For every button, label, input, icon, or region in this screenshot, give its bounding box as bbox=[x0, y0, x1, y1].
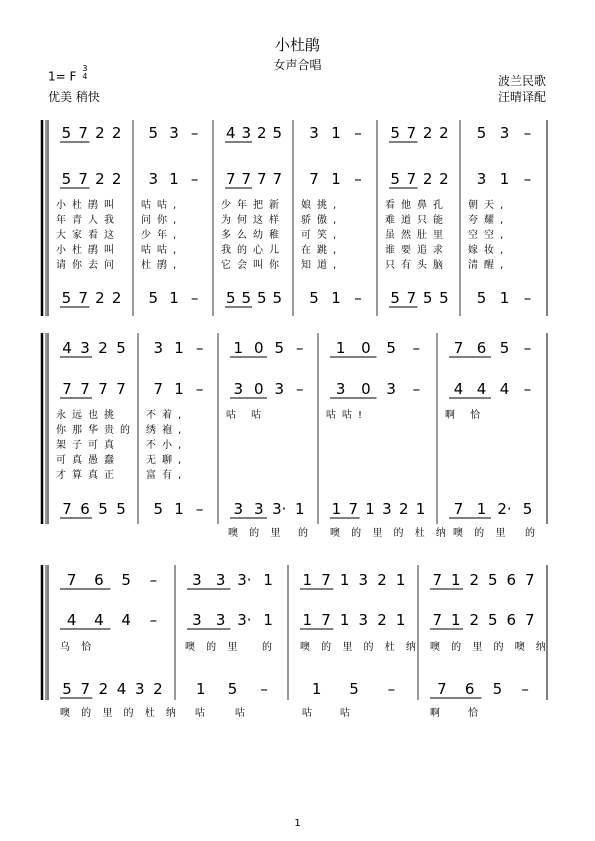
subtitle: 女声合唱 bbox=[273, 58, 322, 72]
note: – bbox=[523, 170, 532, 188]
note: 7 bbox=[98, 380, 108, 398]
note: 3 bbox=[153, 339, 164, 357]
note: 7 bbox=[225, 170, 236, 188]
note: 1 bbox=[294, 500, 305, 518]
note: 7 bbox=[432, 571, 443, 589]
page-title: 小杜鹃 bbox=[274, 36, 320, 54]
note: 3· bbox=[237, 571, 252, 589]
note: 5 bbox=[386, 339, 396, 357]
bottom-lyric: 咕 bbox=[340, 708, 354, 719]
note: 1 bbox=[331, 500, 342, 518]
note: 3 bbox=[241, 124, 252, 142]
verse-lyric: 我的心儿 bbox=[221, 245, 285, 256]
verse-lyric: 清醒, bbox=[468, 260, 510, 271]
verse-lyric: 在跳, bbox=[301, 245, 343, 256]
note: – bbox=[296, 380, 304, 398]
note: 4 bbox=[66, 611, 77, 629]
note: 1 bbox=[169, 170, 179, 188]
note: – bbox=[412, 380, 421, 398]
note: 5 bbox=[390, 124, 400, 142]
note: 5 bbox=[241, 289, 252, 307]
note: 7 bbox=[78, 124, 88, 142]
note: 6 bbox=[80, 500, 90, 518]
note: 5 bbox=[476, 289, 487, 307]
note: 2 bbox=[422, 170, 433, 188]
verse-lyric: 夸耀, bbox=[468, 215, 510, 226]
note: 3 bbox=[499, 124, 510, 142]
note: 5 bbox=[274, 339, 285, 357]
note: 1 bbox=[196, 680, 206, 698]
note: 3· bbox=[237, 611, 252, 629]
verse-lyric: 多么幼稚 bbox=[221, 230, 285, 241]
note: – bbox=[260, 680, 268, 698]
note: 2 bbox=[422, 124, 433, 142]
note: 5 bbox=[98, 500, 108, 518]
bottom-lyric: 噢 的 里 bbox=[453, 528, 510, 539]
verse-lyric: 骄傲, bbox=[301, 215, 343, 226]
verse-lyric: 嫁妆, bbox=[468, 245, 510, 256]
note: 3 bbox=[80, 339, 90, 357]
note: 3 bbox=[192, 611, 202, 629]
verse-lyric: 空空, bbox=[468, 230, 510, 241]
key-label: 1= F bbox=[48, 69, 77, 84]
note: 7 bbox=[406, 170, 417, 188]
note: 5 bbox=[153, 500, 164, 518]
note: 1 bbox=[499, 289, 510, 307]
note: 1 bbox=[331, 289, 341, 307]
note: 4 bbox=[476, 380, 487, 398]
verse-lyric: 你那华贵的 bbox=[56, 425, 136, 436]
note: 3 bbox=[358, 611, 369, 629]
bottom-lyric: 恰 bbox=[468, 708, 482, 719]
note: 5 bbox=[272, 124, 283, 142]
note: 5 bbox=[476, 124, 487, 142]
verse-lyric: 咕 咕 bbox=[226, 410, 268, 421]
note: 2 bbox=[95, 124, 105, 142]
note: 6 bbox=[464, 680, 475, 698]
note: 2 bbox=[439, 170, 449, 188]
verse-lyric: 富有, bbox=[146, 470, 188, 481]
note: 3 bbox=[476, 170, 487, 188]
note: 1 bbox=[174, 339, 184, 357]
bottom-lyric: 啊 bbox=[430, 708, 444, 719]
time-sig-top: 3 bbox=[82, 64, 88, 73]
note: 7 bbox=[524, 571, 535, 589]
note: 4 bbox=[453, 380, 464, 398]
verse-lyric: 它会叫你 bbox=[221, 260, 285, 271]
verse-lyric: 大家看这 bbox=[56, 230, 120, 241]
note: 5 bbox=[61, 289, 72, 307]
upper-lyric: 的 bbox=[262, 642, 276, 653]
note: 1 bbox=[335, 339, 346, 357]
note: 5 bbox=[225, 289, 236, 307]
note: 7 bbox=[241, 170, 252, 188]
bottom-lyric: 的 bbox=[298, 528, 312, 539]
note: – bbox=[354, 170, 362, 188]
note: 6 bbox=[94, 571, 104, 589]
note: 0 bbox=[361, 339, 371, 357]
note: 7 bbox=[309, 170, 319, 188]
note: 4 bbox=[225, 124, 236, 142]
verse-lyric: 架子可真 bbox=[56, 440, 120, 451]
note: 7 bbox=[321, 571, 331, 589]
note: 3 bbox=[309, 124, 319, 142]
note: 5 bbox=[487, 611, 498, 629]
note: 5 bbox=[390, 289, 400, 307]
note: 2 bbox=[111, 124, 122, 142]
note: 7 bbox=[453, 339, 464, 357]
note: – bbox=[523, 289, 532, 307]
verse-lyric: 杜鹃, bbox=[141, 260, 183, 271]
note: 4 bbox=[499, 380, 510, 398]
note: 2 bbox=[111, 170, 122, 188]
note: 2 bbox=[111, 289, 122, 307]
verse-lyric: 少年把新 bbox=[221, 200, 285, 211]
note: 1 bbox=[263, 571, 273, 589]
note: 0 bbox=[253, 339, 264, 357]
note: 2 bbox=[95, 170, 105, 188]
note: 4 bbox=[121, 611, 131, 629]
note: 1 bbox=[263, 611, 273, 629]
note: 2 bbox=[98, 339, 108, 357]
note: 3 bbox=[148, 170, 159, 188]
note: 2 bbox=[377, 611, 387, 629]
note: 5 bbox=[116, 339, 126, 357]
note: 1 bbox=[339, 571, 350, 589]
note: 7 bbox=[524, 611, 535, 629]
time-sig-bottom: 4 bbox=[82, 72, 88, 81]
tempo-marking: 优美 稍快 bbox=[48, 90, 100, 104]
note: 7 bbox=[453, 500, 464, 518]
verse-lyric: 为何这样 bbox=[221, 215, 285, 226]
bottom-lyric: 的 bbox=[525, 528, 539, 539]
note: 0 bbox=[361, 380, 371, 398]
note: 1 bbox=[395, 571, 406, 589]
note: 2 bbox=[98, 680, 109, 698]
bottom-lyric: 咕 bbox=[302, 708, 316, 719]
verse-lyric: 绣袍, bbox=[146, 425, 188, 436]
bottom-lyric: 咕 bbox=[235, 708, 249, 719]
verse-lyric: 咕咕, bbox=[141, 245, 183, 256]
note: 7 bbox=[348, 500, 359, 518]
note: 7 bbox=[153, 380, 164, 398]
note: 2 bbox=[398, 500, 409, 518]
note: – bbox=[523, 380, 532, 398]
note: 0 bbox=[253, 380, 264, 398]
bottom-lyric: 噢 的 里 bbox=[228, 528, 285, 539]
verse-lyric: 小杜鹃叫 bbox=[56, 200, 120, 211]
bottom-lyric: 噢 的 里 的 杜 纳 bbox=[330, 528, 450, 539]
verse-lyric: 少年, bbox=[141, 230, 183, 241]
note: 3 bbox=[335, 380, 346, 398]
verse-lyric: 请你去问 bbox=[56, 260, 120, 271]
verse-lyric: 咕咕, bbox=[141, 200, 183, 211]
note: – bbox=[521, 680, 529, 698]
note: – bbox=[354, 289, 362, 307]
note: 7 bbox=[437, 680, 447, 698]
note: 3 bbox=[233, 380, 244, 398]
note: 5 bbox=[492, 680, 503, 698]
verse-lyric: 虽然肚里 bbox=[385, 230, 449, 241]
note: 7 bbox=[116, 380, 126, 398]
note: 2 bbox=[469, 571, 480, 589]
verse-lyric: 无聊, bbox=[146, 455, 188, 466]
note: 3 bbox=[382, 500, 392, 518]
note: – bbox=[387, 680, 396, 698]
verse-lyric: 问你, bbox=[141, 215, 183, 226]
note: 1 bbox=[174, 380, 184, 398]
note: 5 bbox=[227, 680, 238, 698]
note: 3 bbox=[253, 500, 264, 518]
verse-lyric: 只有头脑 bbox=[385, 260, 449, 271]
note: 5 bbox=[390, 170, 400, 188]
note: 2 bbox=[439, 124, 449, 142]
note: 5 bbox=[439, 289, 449, 307]
note: – bbox=[523, 124, 532, 142]
note: 7 bbox=[406, 289, 417, 307]
note: 1 bbox=[174, 500, 184, 518]
note: 7 bbox=[62, 380, 72, 398]
note: 3 bbox=[134, 680, 145, 698]
note: 5 bbox=[121, 571, 131, 589]
verse-lyric: 朝天, bbox=[468, 200, 510, 211]
note: 5 bbox=[487, 571, 498, 589]
bottom-lyric: 咕 bbox=[195, 708, 209, 719]
note: – bbox=[195, 500, 204, 518]
verse-lyric: 永远也挑 bbox=[56, 410, 120, 421]
note: 7 bbox=[406, 124, 417, 142]
note: – bbox=[412, 339, 421, 357]
note: 3 bbox=[274, 380, 285, 398]
note: – bbox=[149, 611, 158, 629]
note: 5 bbox=[522, 500, 533, 518]
note: 7 bbox=[78, 170, 88, 188]
note: – bbox=[195, 380, 204, 398]
note: 2 bbox=[95, 289, 105, 307]
note: – bbox=[190, 124, 199, 142]
note: 6 bbox=[476, 339, 487, 357]
note: 5 bbox=[256, 289, 267, 307]
verse-lyric: 咕咕! bbox=[326, 410, 369, 421]
note: 1 bbox=[331, 170, 341, 188]
note: 3 bbox=[192, 571, 202, 589]
note: – bbox=[296, 339, 304, 357]
verse-lyric: 才算真正 bbox=[56, 470, 120, 481]
note: 3 bbox=[215, 571, 226, 589]
verse-lyric: 可笑, bbox=[301, 230, 343, 241]
note: 1 bbox=[415, 500, 426, 518]
note: 7 bbox=[78, 289, 88, 307]
arranger-credit: 汪晴译配 bbox=[498, 90, 547, 104]
note: – bbox=[354, 124, 362, 142]
verse-lyric: 看他鼻孔 bbox=[385, 200, 449, 211]
verse-lyric: 不着, bbox=[146, 410, 188, 421]
note: 6 bbox=[506, 571, 517, 589]
note: 2· bbox=[497, 500, 512, 518]
note: 5 bbox=[148, 124, 159, 142]
verse-lyric: 谁要追求 bbox=[385, 245, 449, 256]
note: 3 bbox=[386, 380, 396, 398]
note: 1 bbox=[365, 500, 375, 518]
note: 7 bbox=[272, 170, 283, 188]
note: 3 bbox=[169, 124, 179, 142]
note: – bbox=[149, 571, 158, 589]
verse-lyric: 年青人我 bbox=[56, 215, 120, 226]
note: 2 bbox=[153, 680, 163, 698]
note: 7 bbox=[62, 500, 72, 518]
note: 1 bbox=[311, 680, 322, 698]
note: 7 bbox=[432, 611, 443, 629]
note: 5 bbox=[499, 339, 510, 357]
note: 1 bbox=[302, 571, 313, 589]
note: 3 bbox=[215, 611, 226, 629]
note: 5 bbox=[272, 289, 283, 307]
note: 5 bbox=[61, 170, 72, 188]
note: 2 bbox=[469, 611, 480, 629]
verse-lyric: 啊 恰 bbox=[445, 410, 487, 421]
bottom-lyric: 噢 的 里 的 杜 纳 bbox=[60, 708, 180, 719]
origin-credit: 波兰民歌 bbox=[498, 74, 547, 88]
note: 7 bbox=[80, 380, 90, 398]
note: 1 bbox=[450, 571, 461, 589]
note: – bbox=[190, 170, 199, 188]
note: 3· bbox=[272, 500, 287, 518]
note: 5 bbox=[309, 289, 319, 307]
note: 5 bbox=[422, 289, 433, 307]
note: 1 bbox=[302, 611, 313, 629]
note: – bbox=[195, 339, 204, 357]
note: 5 bbox=[62, 680, 72, 698]
page-number: 1 bbox=[294, 818, 301, 829]
note: 1 bbox=[476, 500, 487, 518]
note: 1 bbox=[233, 339, 244, 357]
note: 4 bbox=[94, 611, 104, 629]
upper-lyric: 乌 恰 bbox=[60, 642, 96, 653]
note: 3 bbox=[358, 571, 369, 589]
note: 1 bbox=[169, 289, 179, 307]
note: 7 bbox=[321, 611, 331, 629]
note: – bbox=[523, 339, 532, 357]
note: 4 bbox=[116, 680, 127, 698]
verse-lyric: 难道只能 bbox=[385, 215, 449, 226]
verse-lyric: 小杜鹃叫 bbox=[56, 245, 120, 256]
note: 1 bbox=[395, 611, 406, 629]
note: – bbox=[190, 289, 199, 307]
upper-lyric: 噢 的 里 bbox=[185, 642, 242, 653]
note: 7 bbox=[80, 680, 91, 698]
note: 1 bbox=[331, 124, 341, 142]
note: 5 bbox=[349, 680, 359, 698]
upper-lyric: 噢 的 里 的 噢 纳 bbox=[430, 642, 550, 653]
note: 3 bbox=[233, 500, 244, 518]
note: 7 bbox=[66, 571, 77, 589]
note: 2 bbox=[377, 571, 387, 589]
note: 2 bbox=[256, 124, 267, 142]
note: 5 bbox=[61, 124, 72, 142]
verse-lyric: 知道, bbox=[301, 260, 343, 271]
note: 6 bbox=[506, 611, 517, 629]
note: 5 bbox=[116, 500, 126, 518]
note: 7 bbox=[256, 170, 267, 188]
verse-lyric: 可真愚蠢 bbox=[56, 455, 120, 466]
verse-lyric: 不小, bbox=[146, 440, 188, 451]
note: 1 bbox=[339, 611, 350, 629]
note: 1 bbox=[450, 611, 461, 629]
verse-lyric: 娘挑, bbox=[301, 200, 343, 211]
note: 4 bbox=[62, 339, 72, 357]
note: 1 bbox=[499, 170, 510, 188]
note: 5 bbox=[148, 289, 159, 307]
upper-lyric: 噢 的 里 的 杜 纳 bbox=[300, 642, 420, 653]
